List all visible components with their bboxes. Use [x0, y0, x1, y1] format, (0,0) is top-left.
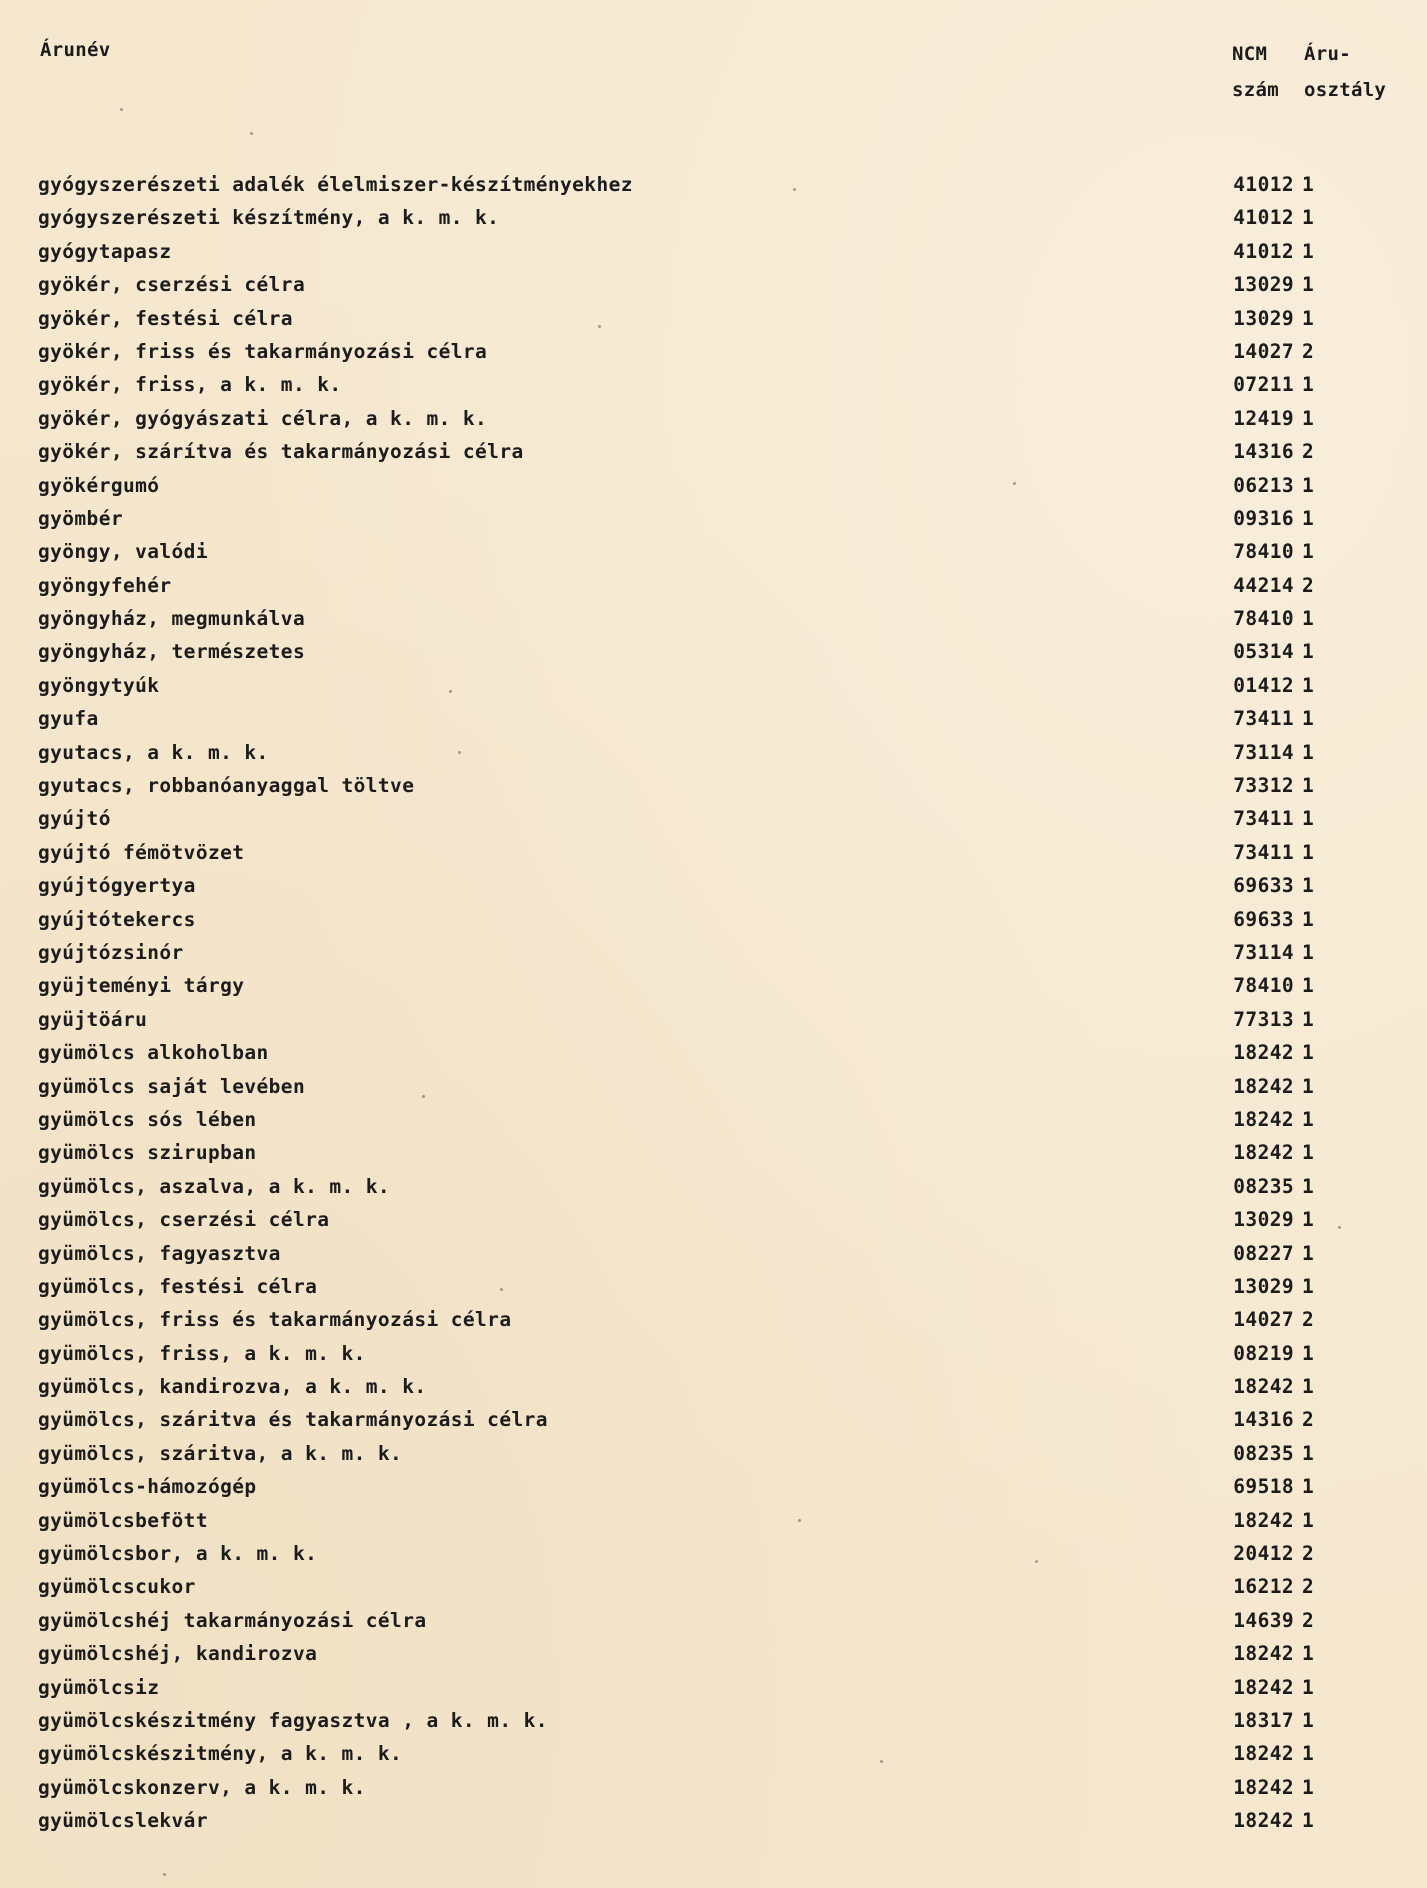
ncm-number: 18242 [1233, 1809, 1294, 1833]
ncm-number: 18242 [1233, 1675, 1294, 1699]
ncm-number: 06213 [1233, 473, 1294, 497]
ncm-number: 41012 [1233, 239, 1294, 263]
product-name: gyüjtöáru [38, 1007, 148, 1031]
table-row [0, 435, 1427, 468]
scan-speck [1035, 1560, 1038, 1563]
product-name: gyümölcs-hámozógép [38, 1475, 257, 1499]
product-name: gyökér, cserzési célra [38, 273, 306, 297]
goods-class: 1 [1302, 673, 1315, 697]
goods-class: 1 [1302, 373, 1315, 397]
goods-class: 1 [1302, 1241, 1315, 1265]
ncm-number: 20412 [1233, 1542, 1294, 1566]
ncm-number: 08235 [1233, 1174, 1294, 1198]
goods-class: 2 [1302, 440, 1315, 464]
product-name: gyümölcs, száritva és takarmányozási célra [38, 1408, 548, 1432]
table-row [0, 569, 1427, 602]
goods-class: 1 [1302, 807, 1315, 831]
table-row [0, 1671, 1427, 1704]
product-name: gyújtózsinór [38, 940, 184, 964]
product-name: gyutacs, robbanóanyaggal töltve [38, 774, 415, 798]
table-row [0, 1704, 1427, 1737]
table-row [0, 1470, 1427, 1503]
product-name: gyümölcs alkoholban [38, 1041, 269, 1065]
goods-class: 1 [1302, 1107, 1315, 1131]
table-row [0, 1070, 1427, 1103]
goods-class: 2 [1302, 1542, 1315, 1566]
goods-class: 1 [1302, 1708, 1315, 1732]
goods-class: 1 [1302, 1441, 1315, 1465]
table-row [0, 669, 1427, 702]
product-name: gyümölcs, aszalva, a k. m. k. [38, 1174, 391, 1198]
ncm-number: 14639 [1233, 1608, 1294, 1632]
table-row [0, 1637, 1427, 1670]
ncm-number: 18242 [1233, 1141, 1294, 1165]
table-row [0, 535, 1427, 568]
table-row [0, 168, 1427, 201]
product-name: gyökér, friss és takarmányozási célra [38, 339, 488, 363]
product-name: gyümölcskészitmény, a k. m. k. [38, 1742, 403, 1766]
product-name: gyümölcsbefött [38, 1508, 208, 1532]
ncm-number: 78410 [1233, 974, 1294, 998]
ncm-number: 18242 [1233, 1775, 1294, 1799]
ncm-number: 14027 [1233, 1308, 1294, 1332]
table-row [0, 1570, 1427, 1603]
goods-class: 1 [1302, 607, 1315, 631]
ncm-number: 08227 [1233, 1241, 1294, 1265]
scan-speck [793, 188, 796, 191]
table-row [0, 635, 1427, 668]
product-name: gyüjteményi tárgy [38, 974, 245, 998]
goods-class: 1 [1302, 406, 1315, 430]
table-row [0, 1270, 1427, 1303]
ncm-number: 78410 [1233, 540, 1294, 564]
product-name: gyümölcs szirupban [38, 1141, 257, 1165]
ncm-number: 73411 [1233, 707, 1294, 731]
product-name: gyógytapasz [38, 239, 172, 263]
product-name: gyümölcsiz [38, 1675, 160, 1699]
column-header-class-line1: Áru- [1304, 43, 1351, 65]
table-row [0, 201, 1427, 234]
ncm-number: 01412 [1233, 673, 1294, 697]
goods-class: 1 [1302, 1475, 1315, 1499]
ncm-number: 18242 [1233, 1742, 1294, 1766]
table-row [0, 1136, 1427, 1169]
ncm-number: 13029 [1233, 306, 1294, 330]
ncm-number: 13029 [1233, 273, 1294, 297]
product-name: gyümölcshéj, kandirozva [38, 1642, 318, 1666]
product-name: gyógyszerészeti adalék élelmiszer-készítményekhez [38, 173, 633, 196]
ncm-number: 08235 [1233, 1441, 1294, 1465]
ncm-number: 14316 [1233, 440, 1294, 464]
table-row [0, 1237, 1427, 1270]
table-row [0, 836, 1427, 869]
scan-speck [422, 1095, 425, 1098]
ncm-number: 73411 [1233, 807, 1294, 831]
table-row [0, 268, 1427, 301]
ncm-number: 73114 [1233, 940, 1294, 964]
ncm-number: 18242 [1233, 1074, 1294, 1098]
scan-speck [598, 325, 601, 328]
ncm-number: 18242 [1233, 1375, 1294, 1399]
product-name: gyújtótekercs [38, 907, 196, 931]
column-header-ncm-line1: NCM [1232, 43, 1268, 65]
product-name: gyökér, szárítva és takarmányozási célra [38, 440, 524, 464]
ncm-number: 78410 [1233, 607, 1294, 631]
table-row [0, 1203, 1427, 1236]
table-row [0, 1103, 1427, 1136]
goods-class: 2 [1302, 1308, 1315, 1332]
ncm-number: 69518 [1233, 1475, 1294, 1499]
scan-speck [1338, 1226, 1341, 1229]
column-header-class-line2: osztály [1304, 79, 1387, 101]
goods-class: 1 [1302, 1642, 1315, 1666]
table-row [0, 1437, 1427, 1470]
table-row [0, 936, 1427, 969]
scan-speck [250, 132, 253, 135]
goods-class: 1 [1302, 640, 1315, 664]
product-name: gyümölcs, friss és takarmányozási célra [38, 1308, 512, 1332]
product-name: gyümölcs, festési célra [38, 1274, 318, 1298]
goods-class: 1 [1302, 1007, 1315, 1031]
goods-class: 1 [1302, 874, 1315, 898]
goods-class: 1 [1302, 1174, 1315, 1198]
goods-class: 1 [1302, 1809, 1315, 1833]
ncm-number: 14027 [1233, 339, 1294, 363]
table-row [0, 1604, 1427, 1637]
goods-class: 1 [1302, 840, 1315, 864]
goods-class: 1 [1302, 540, 1315, 564]
goods-class: 1 [1302, 1208, 1315, 1232]
ncm-number: 08219 [1233, 1341, 1294, 1365]
goods-class: 1 [1302, 940, 1315, 964]
ncm-number: 18242 [1233, 1508, 1294, 1532]
table-row [0, 335, 1427, 368]
ncm-number: 73411 [1233, 840, 1294, 864]
table-row [0, 702, 1427, 735]
table-row [0, 736, 1427, 769]
goods-class: 1 [1302, 774, 1315, 798]
table-row [0, 235, 1427, 268]
product-name: gyökér, festési célra [38, 306, 293, 330]
column-header-name: Árunév [40, 39, 111, 61]
product-name: gyújtó [38, 807, 111, 831]
ncm-number: 44214 [1233, 573, 1294, 597]
ncm-number: 09316 [1233, 506, 1294, 530]
goods-class: 1 [1302, 473, 1315, 497]
goods-class: 1 [1302, 1775, 1315, 1799]
scan-speck [798, 1519, 801, 1522]
table-row [0, 302, 1427, 335]
ncm-number: 05314 [1233, 640, 1294, 664]
goods-class: 1 [1302, 740, 1315, 764]
product-name: gyümölcscukor [38, 1575, 196, 1599]
goods-class: 1 [1302, 974, 1315, 998]
product-name: gyöngyház, megmunkálva [38, 607, 306, 631]
goods-class: 1 [1302, 1141, 1315, 1165]
table-row [0, 1804, 1427, 1837]
table-row [0, 602, 1427, 635]
goods-class: 1 [1302, 173, 1315, 196]
product-name: gyöngyház, természetes [38, 640, 306, 664]
goods-class: 1 [1302, 1041, 1315, 1065]
goods-class: 2 [1302, 1408, 1315, 1432]
product-name: gyümölcs, kandirozva, a k. m. k. [38, 1375, 427, 1399]
column-header-ncm [1232, 36, 1292, 108]
ncm-number: 18317 [1233, 1708, 1294, 1732]
product-name: gyümölcs, cserzési célra [38, 1208, 330, 1232]
product-name: gyümölcskészitmény fagyasztva , a k. m. k. [38, 1708, 548, 1732]
table-row [0, 1170, 1427, 1203]
product-name: gyújtógyertya [38, 874, 196, 898]
ncm-number: 41012 [1233, 173, 1294, 196]
table-row [0, 903, 1427, 936]
column-header-ncm-line2: szám [1232, 79, 1279, 101]
table-row [0, 1737, 1427, 1770]
product-name: gyutacs, a k. m. k. [38, 740, 269, 764]
ncm-number: 18242 [1233, 1642, 1294, 1666]
goods-class: 2 [1302, 1575, 1315, 1599]
table-row [0, 1036, 1427, 1069]
goods-class: 1 [1302, 206, 1315, 230]
goods-class: 1 [1302, 1274, 1315, 1298]
ncm-number: 73114 [1233, 740, 1294, 764]
product-name: gyöngyfehér [38, 573, 172, 597]
table-row [0, 802, 1427, 835]
product-name: gyümölcs, fagyasztva [38, 1241, 281, 1265]
goods-class: 1 [1302, 1675, 1315, 1699]
table-row [0, 869, 1427, 902]
goods-class: 1 [1302, 1742, 1315, 1766]
product-name: gyökér, gyógyászati célra, a k. m. k. [38, 406, 488, 430]
scan-speck [449, 690, 452, 693]
table-row [0, 1003, 1427, 1036]
ncm-number: 77313 [1233, 1007, 1294, 1031]
scan-speck [163, 1873, 166, 1876]
product-name: gyümölcs, száritva, a k. m. k. [38, 1441, 403, 1465]
ncm-number: 73312 [1233, 774, 1294, 798]
ncm-number: 12419 [1233, 406, 1294, 430]
goods-list [0, 168, 1427, 1838]
goods-class: 1 [1302, 239, 1315, 263]
table-row [0, 368, 1427, 401]
goods-class: 1 [1302, 707, 1315, 731]
scan-speck [1013, 482, 1016, 485]
product-name: gyöngytyúk [38, 673, 160, 697]
product-name: gyújtó fémötvözet [38, 840, 245, 864]
product-name: gyógyszerészeti készítmény, a k. m. k. [38, 206, 500, 230]
product-name: gyöngy, valódi [38, 540, 208, 564]
product-name: gyümölcs sós lében [38, 1107, 257, 1131]
ncm-number: 18242 [1233, 1107, 1294, 1131]
ncm-number: 07211 [1233, 373, 1294, 397]
goods-class: 1 [1302, 907, 1315, 931]
scan-speck [458, 751, 461, 754]
scan-speck [500, 1288, 503, 1291]
product-name: gyümölcshéj takarmányozási célra [38, 1608, 427, 1632]
goods-class: 1 [1302, 273, 1315, 297]
ncm-number: 18242 [1233, 1041, 1294, 1065]
table-row [0, 1403, 1427, 1436]
table-row [0, 469, 1427, 502]
table-row [0, 1504, 1427, 1537]
product-name: gyümölcs, friss, a k. m. k. [38, 1341, 366, 1365]
goods-class: 1 [1302, 1074, 1315, 1098]
product-name: gyökérgumó [38, 473, 160, 497]
column-header-class [1304, 36, 1404, 108]
scan-speck [880, 1760, 883, 1763]
table-row [0, 502, 1427, 535]
ncm-number: 69633 [1233, 874, 1294, 898]
product-name: gyümölcs saját levében [38, 1074, 306, 1098]
ncm-number: 13029 [1233, 1208, 1294, 1232]
scan-speck [120, 108, 123, 111]
product-name: gyümölcslekvár [38, 1809, 208, 1833]
ncm-number: 13029 [1233, 1274, 1294, 1298]
table-row [0, 1303, 1427, 1336]
product-name: gyümölcsbor, a k. m. k. [38, 1542, 318, 1566]
goods-class: 1 [1302, 1508, 1315, 1532]
product-name: gyufa [38, 707, 99, 731]
goods-class: 1 [1302, 506, 1315, 530]
table-row [0, 1771, 1427, 1804]
product-name: gyömbér [38, 506, 123, 530]
ncm-number: 16212 [1233, 1575, 1294, 1599]
goods-class: 1 [1302, 1375, 1315, 1399]
ncm-number: 69633 [1233, 907, 1294, 931]
product-name: gyökér, friss, a k. m. k. [38, 373, 342, 397]
table-row [0, 1537, 1427, 1570]
table-row [0, 769, 1427, 802]
ncm-number: 41012 [1233, 206, 1294, 230]
goods-class: 1 [1302, 1341, 1315, 1365]
goods-class: 2 [1302, 1608, 1315, 1632]
table-row [0, 1370, 1427, 1403]
goods-class: 2 [1302, 573, 1315, 597]
goods-class: 2 [1302, 339, 1315, 363]
product-name: gyümölcskonzerv, a k. m. k. [38, 1775, 366, 1799]
table-row [0, 969, 1427, 1002]
table-row [0, 402, 1427, 435]
ncm-number: 14316 [1233, 1408, 1294, 1432]
goods-class: 1 [1302, 306, 1315, 330]
table-row [0, 1337, 1427, 1370]
